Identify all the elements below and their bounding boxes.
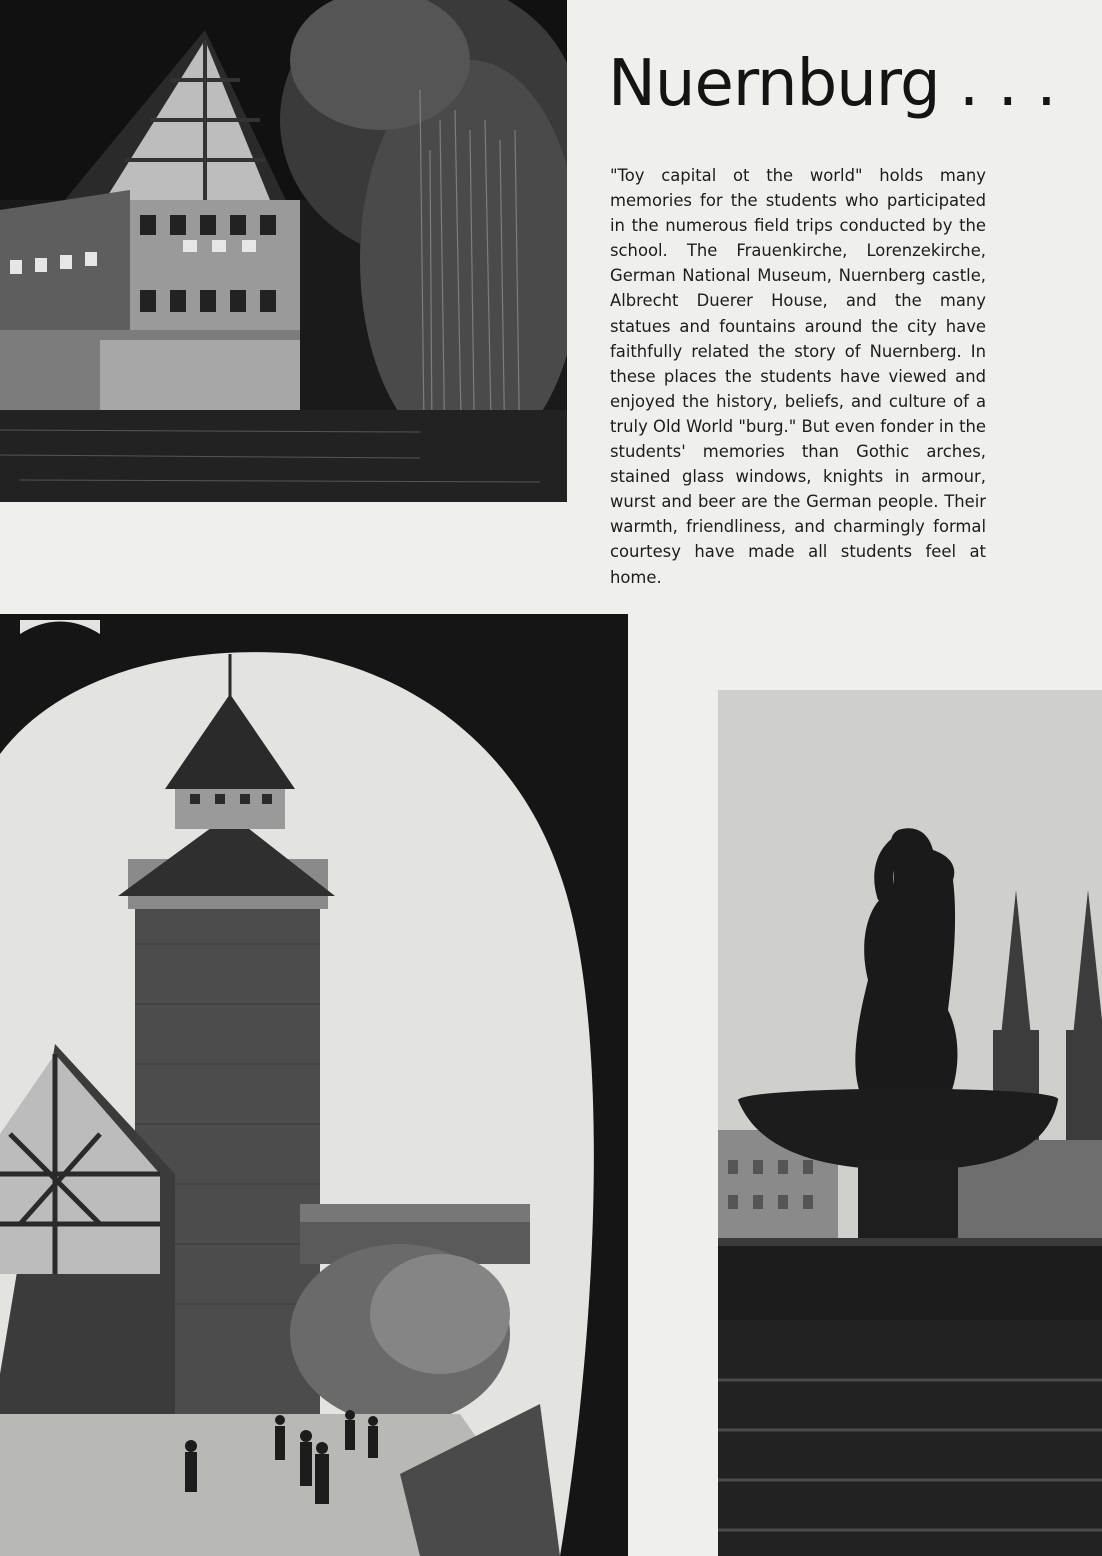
photo-fountain-statue bbox=[718, 690, 1102, 1556]
page-title: Nuernburg . . . bbox=[608, 47, 1056, 121]
photo-castle-tower bbox=[0, 614, 628, 1556]
photo-half-timbered-house bbox=[0, 0, 567, 502]
body-paragraph: "Toy capital ot the world" holds many memories for the students who participated in the numerous field trips conducted by the school. The Frauenkirche, Lorenzekirche, German National Museum, Nuernberg castle, Albrecht Duerer House, and the many statues and fountains around the city have faithfully related the story of Nuernberg. In these places the students have viewed and enjoyed the history, beliefs, and culture of a truly Old World "burg." But even fonder in the students' memories than Gothic arches, stained glass windows, knights in armour, wurst and beer are the German people. Their warmth, friendliness, and charmingly formal courtesy have made all students feel at home. bbox=[610, 166, 986, 587]
